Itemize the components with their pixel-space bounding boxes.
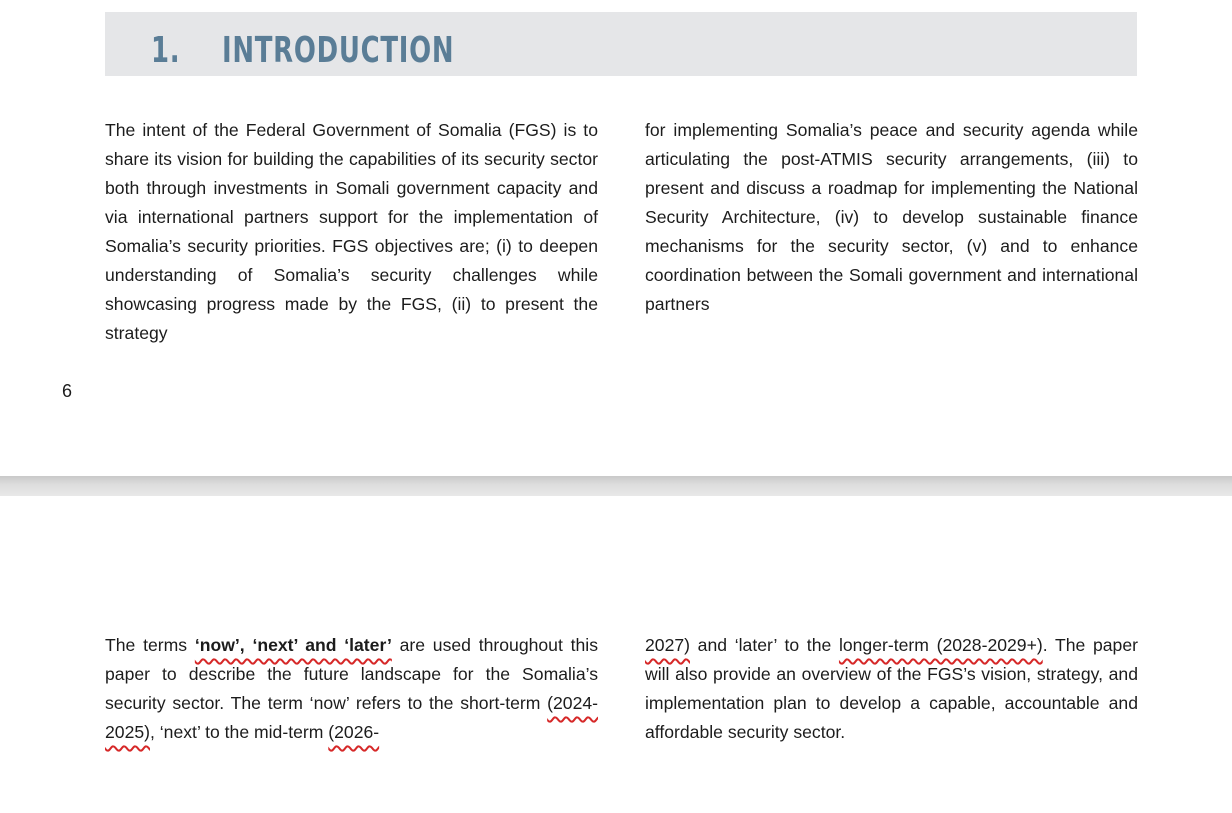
terms-highlight: ‘now’, ‘next’ and ‘later’: [194, 635, 392, 655]
section-title: INTRODUCTION: [222, 30, 455, 71]
intro-left-column: The intent of the Federal Government of Somalia (FGS) is to share its vision for building the capabilities of its security sector both through investments in Somali government capacity and via international partners support for the implementation of Somalia’s security priorities. FGS objectives are; (i) to deepen understanding of Somalia’s security challenges while showcasing progress made by the FGS, (ii) to present the strategy: [105, 120, 598, 343]
page-number: 6: [62, 381, 73, 401]
page-separator: [0, 476, 1232, 496]
terms-text-1: The terms: [105, 635, 195, 655]
terms-left-column: [105, 631, 598, 747]
terms-text-4: and ‘later’ to the: [690, 635, 839, 655]
terms-right-column: [645, 631, 1138, 747]
section-heading-band: [105, 12, 1137, 76]
mid-term-highlight-end: 2027): [645, 635, 690, 655]
short-term-highlight: (2024-2025): [105, 693, 598, 742]
terms-text-5: . The paper will also provide an overview of the FGS’s vision, strategy, and implementation plan to develop a capable, accountable and affordable security sector.: [645, 635, 1138, 742]
document-page-bottom: [0, 496, 1232, 813]
mid-term-highlight-start: (2026-: [328, 722, 380, 742]
intro-right-column: for implementing Somalia’s peace and security agenda while articulating the post-ATMIS security arrangements, (iii) to present and discuss a roadmap for implementing the National Security Architecture, (iv) to develop sustainable finance mechanisms for the security sector, (v) and to enhance coordination between the Somali government and international partners: [645, 120, 1138, 314]
section-number: 1.: [151, 30, 181, 71]
terms-text-2: are used throughout this paper to describe the future landscape for the Somalia’s security sector. The term ‘now’ refers to the short-term: [105, 635, 598, 713]
terms-text-3: , ‘next’ to the mid-term: [150, 722, 329, 742]
long-term-highlight: longer-term (2028-2029+): [838, 635, 1043, 655]
